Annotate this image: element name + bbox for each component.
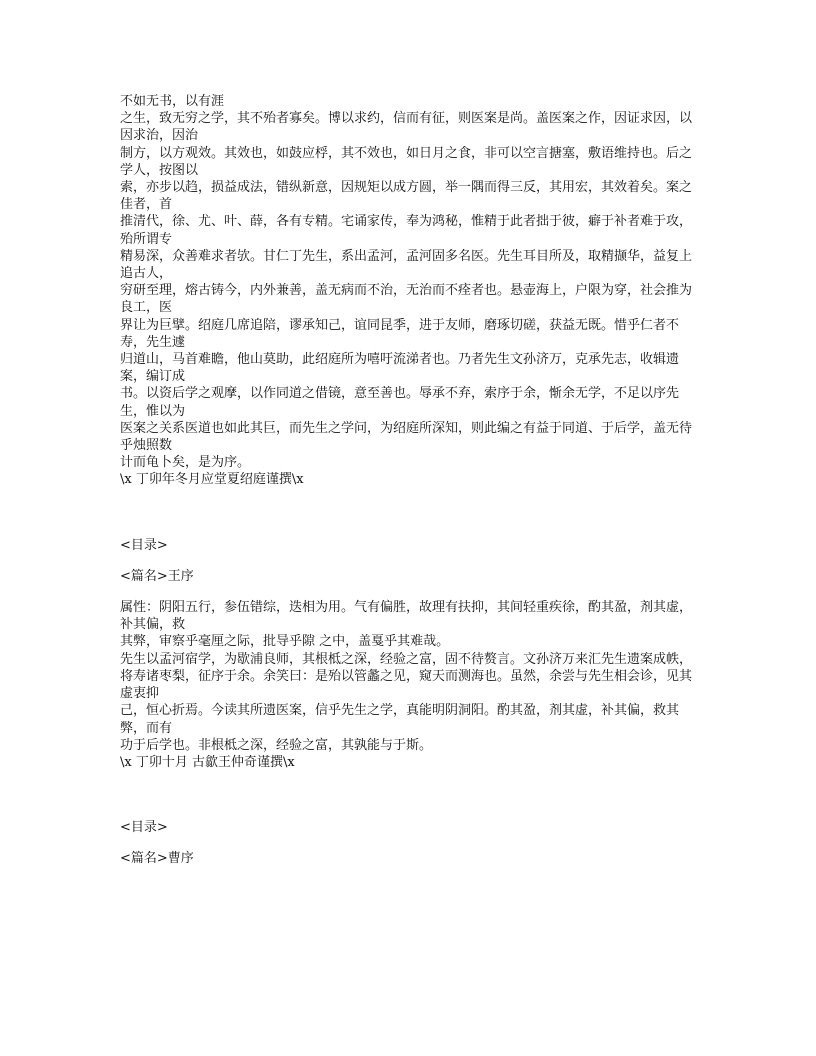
text-line: 属性：阴阳五行，参伍错综，迭相为用。气有偏胜，故理有扶抑，其间轻重疾徐，酌其盈，剂其虚，补其偏，救 — [120, 600, 693, 633]
signature-line: \x 丁卯十月 古歙王仲奇谨撰\x — [120, 754, 295, 770]
text-line: 功于后学也。非根柢之深，经验之富，其孰能与于斯。 — [120, 737, 433, 753]
toc-marker: <目录> — [120, 537, 168, 553]
text-line: 其弊，审察乎毫厘之际，批导乎隙 之中，盖戛乎其难哉。 — [120, 634, 450, 650]
spacer — [120, 836, 700, 850]
text-line: 己，恒心折焉。今读其所遗医案，信乎先生之学，真能明阴洞阳。酌其盈，剂其虚，补其偏，救其弊，而有 — [120, 703, 680, 736]
text-line: 不如无书，以有涯 — [120, 94, 225, 109]
text-line: 书。以资后学之观摩，以作同道之借镜，意至善也。辱承不弃，索序于余，惭余无学，不足以序先生，惟以为 — [120, 386, 680, 419]
text-line: 推清代，徐、尤、叶、薛，各有专精。宅诵家传，奉为鸿秘，惟精于此者拙于彼，癖于补者难于攻，殆所谓专 — [120, 214, 693, 247]
spacer — [120, 489, 700, 537]
text-line: 界让为巨擘。绍庭几席追陪，谬承知己，谊同昆季，进于友师，磨琢切磋，获益无既。惜乎仁者不寿，先生遽 — [120, 317, 680, 350]
signature-line: \x 丁卯年冬月应堂夏绍庭谨撰\x — [120, 472, 304, 488]
text-line: 计而龟卜矣，是为序。 — [120, 455, 251, 471]
text-line: 将寿诸枣梨，征序于余。余笑曰：是殆以管蠡之见，窥天而测海也。虽然，余尝与先生相会诊，见其虚衷抑 — [120, 668, 693, 702]
text-line: 归道山，马首难瞻，他山莫助，此绍庭所为嘻吁流涕者也。乃者先生文孙济万，克承先志，收辑遗案，编订成 — [120, 352, 680, 385]
section-title-cao-preface: <篇名>曹序 — [120, 851, 194, 867]
preface-xia-text — [120, 93, 700, 489]
spacer — [120, 585, 700, 599]
text-line: 之生，致无穷之学，其不殆者寡矣。博以求约，信而有征，则医案是尚。盖医案之作，因证求因，以因求治，因治 — [120, 111, 693, 144]
text-line: 医案之关系医道也如此其巨，而先生之学问，为绍庭所深知，则此编之有益于同道、于后学，盖无待乎烛照数 — [120, 420, 693, 454]
toc-marker: <目录> — [120, 820, 168, 836]
text-line: 精易深，众善难求者欤。甘仁丁先生，系出孟河，孟河固多名医。先生耳目所及，取精撷华，益复上追古人， — [120, 248, 693, 282]
preface-wang-text — [120, 599, 700, 771]
text-line: 索，亦步以趋，损益成法，错纵新意，因规矩以成方圆，举一隅而得三反，其用宏，其效着矣。案之佳者，首 — [120, 180, 693, 213]
section-title-wang-preface: <篇名>王序 — [120, 568, 194, 584]
spacer — [120, 554, 700, 568]
spacer — [120, 771, 700, 819]
text-line: 先生以孟河宿学，为歇浦良师，其根柢之深，经验之富，固不待赘言。文孙济万来汇先生遗案成帙， — [120, 651, 693, 667]
text-line: 制方，以方观效。其效也，如鼓应桴，其不效也，如日月之食，非可以空言搪塞，敷语维持也。后之学人，按图以 — [120, 145, 693, 178]
document-page — [120, 93, 700, 868]
text-line: 穷研至理，熔古铸今，内外兼善，盖无病而不治，无治而不痊者也。悬壶海上，户限为穿，社会推为良工，医 — [120, 283, 693, 316]
